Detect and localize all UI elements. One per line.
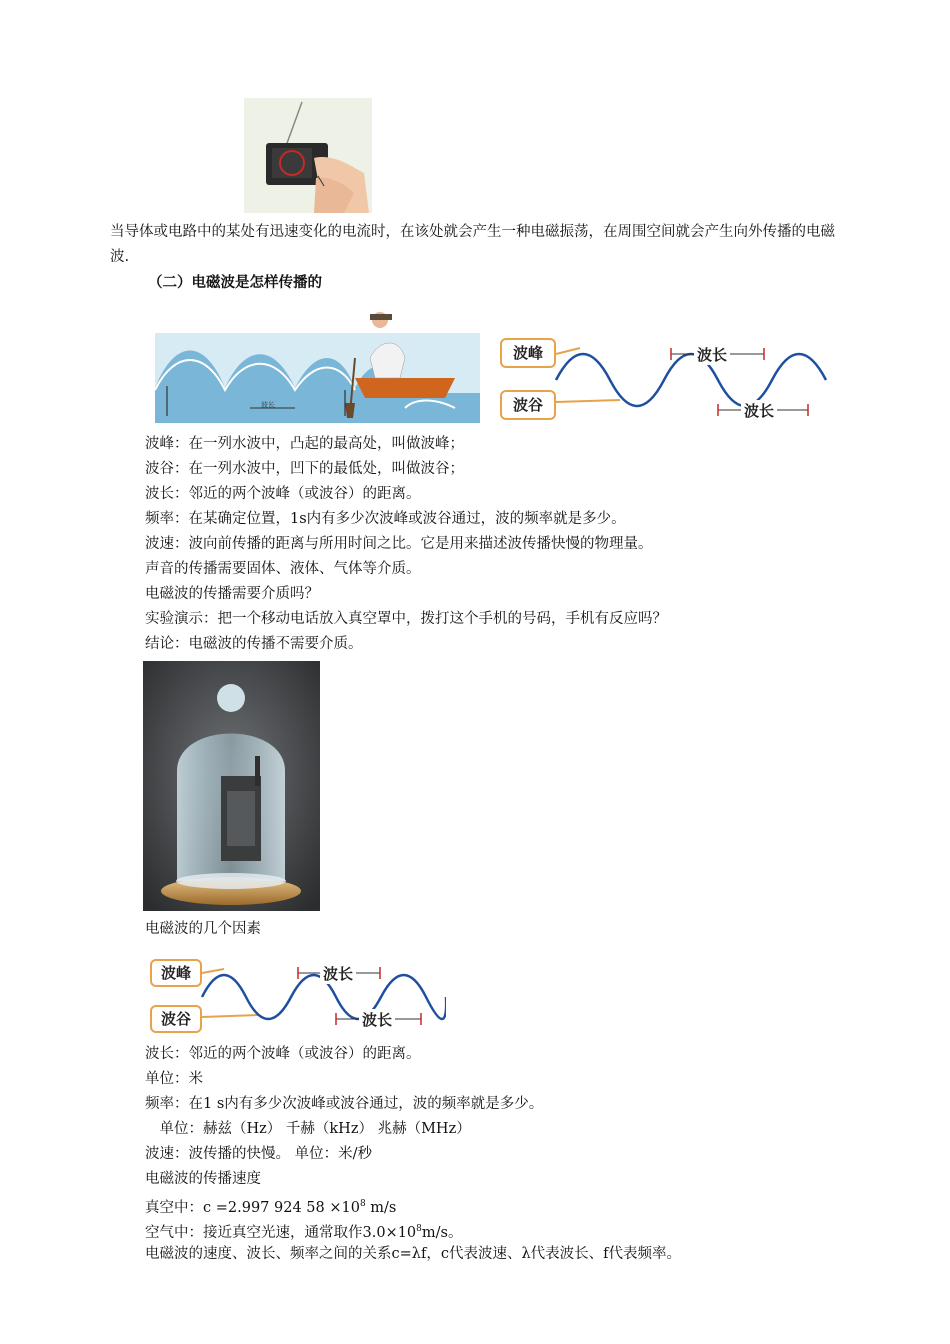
- trough-tag-small: 波谷: [150, 1005, 202, 1033]
- def-speed: 波速：波向前传播的距离与所用时间之比。它是用来描述波传播快慢的物理量。: [145, 536, 653, 552]
- vacuum-speed: [145, 1194, 396, 1218]
- vacuum-speed-text: 真空中：c =2.997 924 58 ×10: [145, 1199, 360, 1216]
- wavelength-label-top-small: 波长: [320, 963, 356, 984]
- detail-frequency: 频率：在1 s内有多少次波峰或波谷通过，波的频率就是多少。: [145, 1096, 544, 1112]
- detail-frequency-units: 单位：赫兹（Hz） 千赫（kHz） 兆赫（MHz）: [145, 1121, 471, 1137]
- bell-jar-photo: [143, 661, 320, 911]
- def-trough: 波谷：在一列水波中，凹下的最低处，叫做波谷；: [145, 461, 464, 477]
- experiment: 实验演示：把一个移动电话放入真空罩中，拨打这个手机的号码，手机有反应吗？: [145, 611, 667, 627]
- speed-relation: 电磁波的速度、波长、频率之间的关系c=λf，c代表波速、λ代表波长、f代表频率。: [145, 1246, 682, 1262]
- air-speed-exp: 8: [416, 1224, 422, 1234]
- def-crest: 波峰：在一列水波中，凸起的最高处，叫做波峰；: [145, 436, 464, 452]
- intro-paragraph: 当导体或电路中的某处有迅速变化的电流时，在该处就会产生一种电磁振荡，在周围空间就会产生向外传播的电磁波.: [110, 224, 835, 265]
- em-speed-title: 电磁波的传播速度: [145, 1171, 261, 1187]
- wavelength-label-top: 波长: [694, 344, 730, 365]
- wavelength-label-bottom: 波长: [741, 400, 777, 421]
- em-medium-question: 电磁波的传播需要介质吗？: [145, 586, 319, 602]
- def-wavelength: 波长：邻近的两个波峰（或波谷）的距离。: [145, 486, 421, 502]
- wavelength-label-bottom-small: 波长: [359, 1009, 395, 1030]
- conclusion: 结论：电磁波的传播不需要介质。: [145, 636, 363, 652]
- boat-wave-illustration: [155, 298, 480, 423]
- radio-photo: [244, 98, 372, 213]
- sound-medium: 声音的传播需要固体、液体、气体等介质。: [145, 561, 421, 577]
- air-speed-text: 空气中：接近真空光速，通常取作3.0×10: [145, 1224, 417, 1241]
- crest-tag-small: 波峰: [150, 959, 202, 987]
- wave-diagram: [496, 330, 836, 422]
- air-speed-unit: m/s。: [421, 1224, 463, 1241]
- vacuum-speed-exp: 8: [359, 1199, 366, 1209]
- air-speed: [145, 1219, 462, 1243]
- detail-wavelength-unit: 单位：米: [145, 1071, 203, 1087]
- vacuum-speed-unit: m/s: [365, 1199, 397, 1216]
- detail-speed: 波速：波传播的快慢。 单位：米/秒: [145, 1146, 372, 1162]
- trough-tag: 波谷: [500, 390, 556, 420]
- factors-title: 电磁波的几个因素: [145, 921, 261, 937]
- def-frequency: 频率：在某确定位置，1s内有多少次波峰或波谷通过，波的频率就是多少。: [145, 511, 626, 527]
- section-heading: （二）电磁波是怎样传播的: [148, 275, 322, 291]
- wave-diagram-small: [146, 955, 446, 1033]
- crest-tag: 波峰: [500, 338, 556, 368]
- boat-scale-label: 波长: [261, 401, 275, 409]
- detail-wavelength: 波长：邻近的两个波峰（或波谷）的距离。: [145, 1046, 421, 1062]
